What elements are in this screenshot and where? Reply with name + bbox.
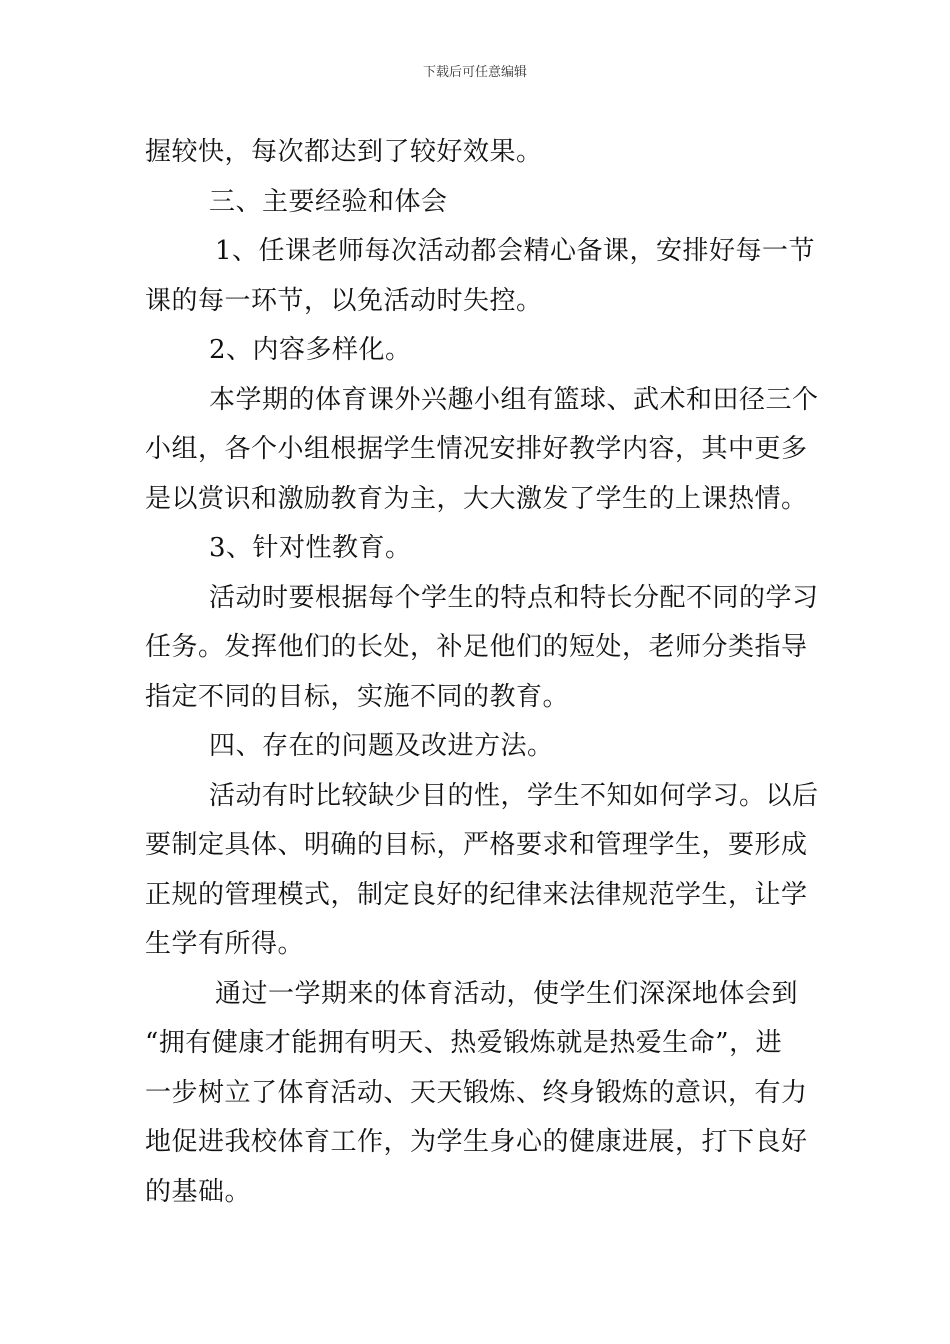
text-line: 活动时要根据每个学生的特点和特长分配不同的学习 xyxy=(209,582,819,613)
text-line: 任务。发挥他们的长处，补足他们的短处，老师分类指导 xyxy=(145,632,808,662)
text-line: “拥有健康才能拥有明天、热爱锻炼就是热爱生命”，进 xyxy=(145,1028,783,1058)
page-header-note: 下载后可任意编辑 xyxy=(422,65,527,80)
subheading-targeted: 3、针对性教育。 xyxy=(209,533,412,563)
text-line: 握较快，每次都达到了较好效果。 xyxy=(145,137,543,167)
text-line: 一步树立了体育活动、天天锻炼、终身锻炼的意识，有力 xyxy=(145,1077,808,1108)
text-line: 的基础。 xyxy=(145,1176,252,1207)
section-heading-problems: 四、存在的问题及改进方法。 xyxy=(209,731,554,761)
text-line: 本学期的体育课外兴趣小组有篮球、武术和田径三个 xyxy=(209,384,819,415)
text-line: 地促进我校体育工作，为学生身心的健康进展，打下良好 xyxy=(145,1127,808,1157)
text-line: 小组，各个小组根据学生情况安排好教学内容，其中更多 xyxy=(145,434,808,464)
text-line: 通过一学期来的体育活动，使学生们深深地体会到 xyxy=(215,978,799,1009)
section-heading-experience: 三、主要经验和体会 xyxy=(209,186,448,217)
text-line: 指定不同的目标，实施不同的教育。 xyxy=(145,681,570,712)
text-line: 正规的管理模式，制定良好的纪律来法律规范学生，让学 xyxy=(145,879,808,910)
document-body xyxy=(145,128,819,1217)
text-line: 生学有所得。 xyxy=(145,929,305,959)
text-line: 是以赏识和激励教育为主，大大激发了学生的上课热情。 xyxy=(145,483,808,514)
text-line: 要制定具体、明确的目标，严格要求和管理学生，要形成 xyxy=(145,830,808,860)
text-line: 1、任课老师每次活动都会精心备课，安排好每一节 xyxy=(215,236,816,266)
text-line: 活动有时比较缺少目的性，学生不知如何学习。以后 xyxy=(209,780,819,811)
text-line: 课的每一环节，以免活动时失控。 xyxy=(145,285,543,316)
subheading-diversity: 2、内容多样化。 xyxy=(209,335,412,365)
